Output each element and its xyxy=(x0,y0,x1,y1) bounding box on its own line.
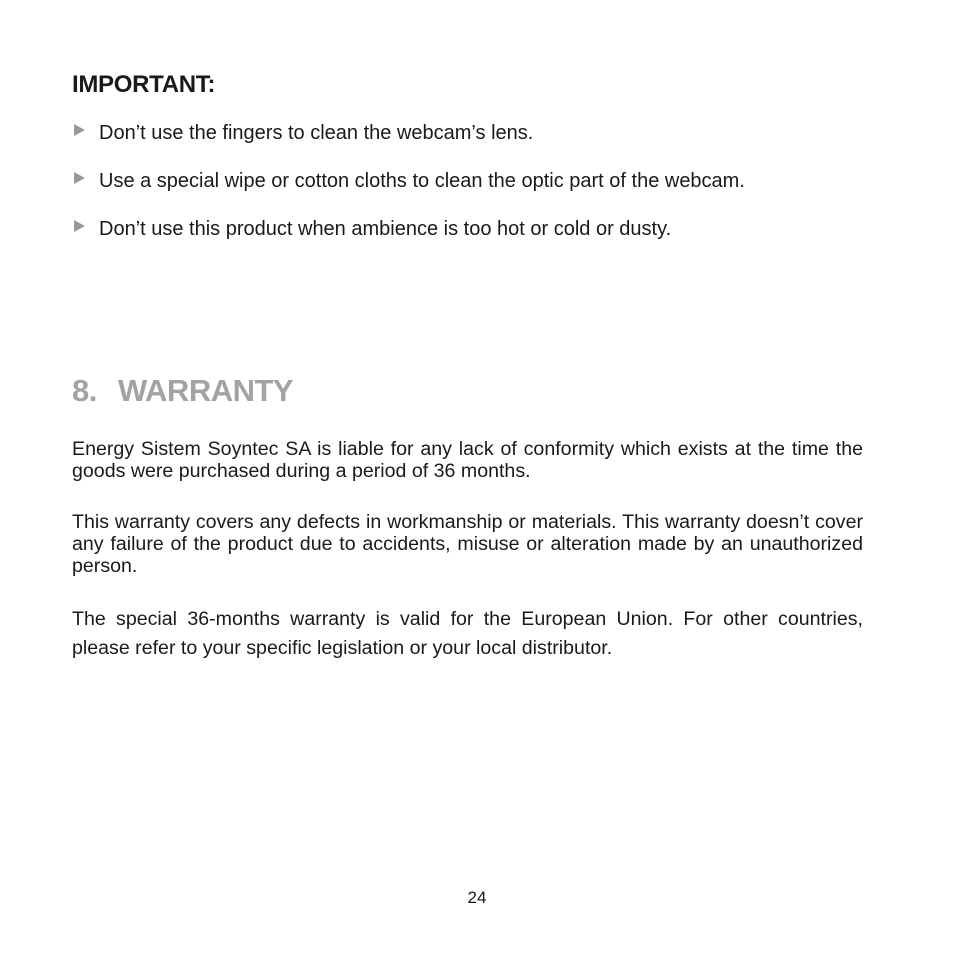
bullet-text: Don’t use this product when ambience is too hot or cold or dusty. xyxy=(99,218,672,240)
bullet-text: Don’t use the fingers to clean the webcam’s lens. xyxy=(99,122,534,144)
bullet-text: Use a special wipe or cotton cloths to clean the optic part of the webcam. xyxy=(99,170,745,192)
page-number: 24 xyxy=(467,888,487,907)
section-number: 8. xyxy=(72,373,97,408)
important-heading: IMPORTANT: xyxy=(72,71,216,98)
triangle-right-icon xyxy=(74,220,85,232)
warranty-paragraph-validity: The special 36-months warranty is valid for the European Union. For other countries, please refer to your specific legislation or your local distributor. xyxy=(72,608,863,659)
triangle-right-icon xyxy=(74,124,85,136)
triangle-right-icon xyxy=(74,172,85,184)
section-title-text: WARRANTY xyxy=(118,373,294,408)
warranty-paragraph-coverage: This warranty covers any defects in workmanship or materials. This warranty doesn’t cover any failure of the product due to accidents, misuse or alteration made by an unauthorized person. xyxy=(72,511,863,577)
warranty-paragraph-liability: Energy Sistem Soyntec SA is liable for any lack of conformity which exists at the time the goods were purchased during a period of 36 months. xyxy=(72,438,863,482)
warranty-section-title xyxy=(72,372,293,410)
